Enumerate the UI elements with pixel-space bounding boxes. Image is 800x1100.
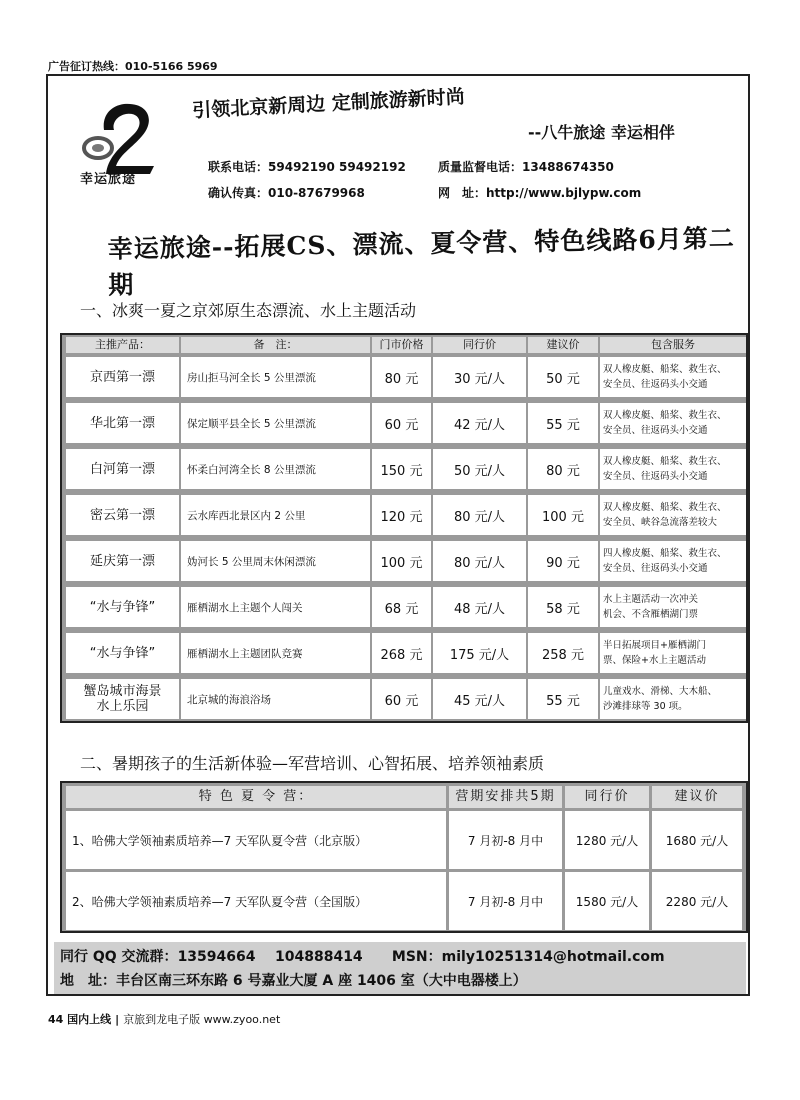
web-label: 网 址：: [438, 186, 487, 200]
msn-address[interactable]: mily10251314@hotmail.com: [441, 949, 665, 965]
retail-price: 120 元: [372, 495, 431, 535]
footer-section: 国内上线: [67, 1013, 112, 1026]
page-number: 44: [48, 1013, 64, 1026]
camp-name: 2、哈佛大学领袖素质培养—7 天军队夏令营（全国版）: [66, 872, 446, 930]
table-row: [66, 449, 744, 489]
rafting-table: [60, 333, 748, 723]
camp-name: 1、哈佛大学领袖素质培养—7 天军队夏令营（北京版）: [66, 811, 446, 869]
page-footer: 44 国内上线 | 京旅到龙电子版 www.zyoo.net: [48, 1013, 281, 1026]
qq-line: [60, 946, 665, 966]
peer-price: 1280 元/人: [565, 811, 649, 869]
quality-line: [438, 158, 614, 175]
phone-label: 联系电话：: [208, 160, 269, 174]
product-note: 雁栖湖水上主题团队竞赛: [181, 633, 370, 673]
web-line: [438, 184, 641, 201]
ad-hotline: 广告征订热线：010-5166 5969: [48, 60, 218, 73]
contact-info-band: [54, 942, 746, 994]
header-service: 包含服务: [600, 337, 746, 353]
peer-price: 45 元/人: [433, 679, 526, 719]
retail-price: 150 元: [372, 449, 431, 489]
qq-label: 同行 QQ 交流群：: [60, 949, 178, 965]
header-peer: 同行价: [565, 786, 649, 808]
suggest-price: 2280 元/人: [652, 872, 742, 930]
quality-label: 质量监督电话：: [438, 160, 523, 174]
service-info: 水上主题活动一次冲关 机会、不含雁栖湖门票: [600, 587, 746, 627]
web-url[interactable]: http://www.bjlypw.com: [486, 186, 642, 200]
product-note: 雁栖湖水上主题个人闯关: [181, 587, 370, 627]
address-value: 丰台区南三环东路 6 号嘉业大厦 A 座 1406 室（大中电器楼上）: [116, 973, 527, 989]
product-name: 密云第一漂: [66, 495, 179, 535]
suggest-price: 55 元: [528, 679, 598, 719]
table-row: [66, 403, 744, 443]
quality-number: 13488674350: [522, 160, 614, 174]
suggest-price: 258 元: [528, 633, 598, 673]
suggest-price: 55 元: [528, 403, 598, 443]
product-note: 房山拒马河全长 5 公里漂流: [181, 357, 370, 397]
peer-price: 175 元/人: [433, 633, 526, 673]
product-note: 北京城的海浪浴场: [181, 679, 370, 719]
table-row: [66, 587, 744, 627]
fax-number: 010-87679968: [268, 186, 365, 200]
camp-period: 7 月初-8 月中: [449, 811, 562, 869]
service-info: 双人橡皮艇、船桨、救生衣、 安全员、峡谷急流落差较大: [600, 495, 746, 535]
header-retail: 门市价格: [372, 337, 431, 353]
slogan-sub: --八牛旅途 幸运相伴: [528, 123, 675, 142]
product-name: “水与争锋”: [66, 633, 179, 673]
product-note: 保定顺平县全长 5 公里漂流: [181, 403, 370, 443]
ad-frame: [46, 74, 750, 996]
retail-price: 100 元: [372, 541, 431, 581]
service-info: 半日拓展项目+雁栖湖门 票、保险+水上主题活动: [600, 633, 746, 673]
camp-table-header: [66, 786, 744, 808]
section-2-heading: 二、暑期孩子的生活新体验—军营培训、心智拓展、培养领袖素质: [80, 754, 545, 773]
table-row: [66, 495, 744, 535]
phone-number: 59492190 59492192: [268, 160, 406, 174]
retail-price: 60 元: [372, 679, 431, 719]
rafting-table-header: [66, 337, 744, 353]
header-suggest: 建议价: [528, 337, 598, 353]
product-name: “水与争锋”: [66, 587, 179, 627]
service-info: 儿童戏水、滑梯、大木船、 沙滩排球等 30 项。: [600, 679, 746, 719]
peer-price: 30 元/人: [433, 357, 526, 397]
header-note: 备 注：: [181, 337, 370, 353]
service-info: 双人橡皮艇、船桨、救生衣、 安全员、往返码头小交通: [600, 357, 746, 397]
fax-line: [208, 184, 365, 201]
retail-price: 80 元: [372, 357, 431, 397]
peer-price: 48 元/人: [433, 587, 526, 627]
product-name: 华北第一漂: [66, 403, 179, 443]
service-info: 四人橡皮艇、船桨、救生衣、 安全员、往返码头小交通: [600, 541, 746, 581]
header-product: 主推产品：: [66, 337, 179, 353]
peer-price: 1580 元/人: [565, 872, 649, 930]
product-name: 延庆第一漂: [66, 541, 179, 581]
table-row: [66, 811, 744, 869]
suggest-price: 50 元: [528, 357, 598, 397]
peer-price: 50 元/人: [433, 449, 526, 489]
header-suggest: 建议价: [652, 786, 742, 808]
table-row: [66, 357, 744, 397]
logo-text: 幸运旅途: [80, 172, 137, 187]
service-info: 双人橡皮艇、船桨、救生衣、 安全员、往返码头小交通: [600, 403, 746, 443]
product-note: 妫河长 5 公里周末休闲漂流: [181, 541, 370, 581]
fax-label: 确认传真：: [208, 186, 269, 200]
retail-price: 68 元: [372, 587, 431, 627]
peer-price: 80 元/人: [433, 541, 526, 581]
msn-label: MSN：: [391, 949, 442, 965]
table-row: [66, 541, 744, 581]
product-name: 京西第一漂: [66, 357, 179, 397]
peer-price: 42 元/人: [433, 403, 526, 443]
table-row: [66, 633, 744, 673]
qq-group-1: 13594664: [177, 949, 256, 965]
table-row: [66, 872, 744, 930]
section-1-heading: 一、冰爽一夏之京郊原生态漂流、水上主题活动: [80, 301, 417, 320]
address-label: 地 址：: [60, 973, 116, 989]
header-peer: 同行价: [433, 337, 526, 353]
retail-price: 268 元: [372, 633, 431, 673]
address-line: [60, 970, 527, 990]
header-period: 营期安排共5期: [449, 786, 562, 808]
summer-camp-table: [60, 781, 748, 933]
product-note: 怀柔白河湾全长 8 公里漂流: [181, 449, 370, 489]
table-row: [66, 679, 744, 719]
suggest-price: 80 元: [528, 449, 598, 489]
suggest-price: 1680 元/人: [652, 811, 742, 869]
page-title: 幸运旅途--拓展CS、漂流、夏令营、特色线路6月第二期: [107, 223, 736, 300]
footer-site: 京旅到龙电子版 www.zyoo.net: [123, 1013, 281, 1026]
phone-line: [208, 158, 406, 175]
product-note: 云水库西北景区内 2 公里: [181, 495, 370, 535]
suggest-price: 58 元: [528, 587, 598, 627]
product-name: 白河第一漂: [66, 449, 179, 489]
service-info: 双人橡皮艇、船桨、救生衣、 安全员、往返码头小交通: [600, 449, 746, 489]
suggest-price: 90 元: [528, 541, 598, 581]
peer-price: 80 元/人: [433, 495, 526, 535]
product-name: 蟹岛城市海景 水上乐园: [66, 679, 179, 719]
slogan: 引领北京新周边 定制旅游新时尚: [191, 85, 466, 123]
retail-price: 60 元: [372, 403, 431, 443]
header-camp: 特 色 夏 令 营：: [66, 786, 446, 808]
camp-period: 7 月初-8 月中: [449, 872, 562, 930]
qq-group-2: 104888414: [275, 949, 363, 965]
suggest-price: 100 元: [528, 495, 598, 535]
